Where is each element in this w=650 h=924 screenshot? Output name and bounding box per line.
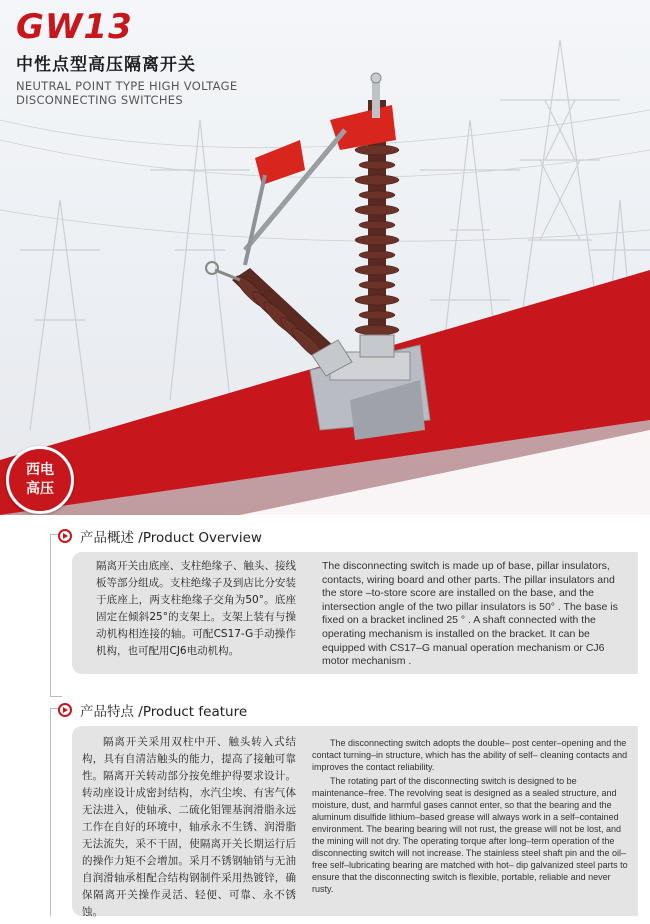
product-title-en-line1: NEUTRAL POINT TYPE HIGH VOLTAGE <box>16 79 238 93</box>
switch-arm <box>206 130 345 280</box>
section-heading-feature <box>58 700 247 720</box>
badge-line2: 高压 <box>26 481 54 497</box>
product-title-en-line2: DISCONNECTING SWITCHES <box>16 93 183 107</box>
feature-text-cn-p1: 隔离开关采用双柱中开、触头转入式结构，具有自清洁触头的能力，提高了接触可靠性。 <box>82 736 296 782</box>
title-block <box>16 8 237 107</box>
section-title: 产品概述 /Product Overview <box>80 530 262 546</box>
section-heading-overview <box>58 526 262 546</box>
slanted-insulator <box>232 268 352 376</box>
play-circle-icon <box>58 703 72 717</box>
divider-line <box>50 534 51 696</box>
badge-line1: 西电 <box>26 462 54 478</box>
overview-text-en: The disconnecting switch is made up of base, pillar insulators, contacts, wiring board and other parts. The pillar insulators and the store –to-store score are installed on the base, and the intersection angle of the two pillar insulators is 50° . The base is fixed on a bracket inclined 25 ° . A shaft connected with the operating mechanism is installed on the bracket. It can be equipped with CS17–G manual operation mechanism or CJ6 motor mechanism . <box>322 560 618 668</box>
brand-badge <box>6 446 74 514</box>
feature-text-en-p2: The rotating part of the disconnecting switch is designed to be maintenance–free. The revolving seat is designed as a sealed structure, and moisture, dust, and harmful gases cannot enter, so that the bearing and the aluminum disulfide lithium–based grease will always work in a self–contained environment. The bearing bearing will not rust, the grease will not be lost, and the mining will not dry. The operating torque after long–term operation of the disconnecting switch will not increase. The stainless steel shaft pin and the oil– free self–lubricating bearing are matched with hot– dip galvanized steel parts to ensure that the disconnecting switch is flexible, portable, reliable and never rusty. <box>312 776 628 894</box>
divider-line <box>50 708 51 916</box>
play-circle-icon <box>58 529 72 543</box>
model-number: GW13 <box>16 7 133 47</box>
product-title-cn: 中性点型高压隔离开关 <box>16 55 196 75</box>
feature-text-en-p1: The disconnecting switch adopts the double– post center–opening and the contact turning–in structure, which has the ability of self– cleaning contacts and improves the contact reliability. <box>312 738 628 772</box>
section-title: 产品特点 /Product feature <box>80 704 248 720</box>
feature-text-cn-p2: 隔离开关转动部分按免维护得要求设计。转动座设计成密封结构，水汽尘埃、有害气体无法进入，使轴承、二硫化钼锂基润滑脂永远工作在自好的环境中，轴承永不生锈、润滑脂无法流失，采不干固，使隔离开关长期运行后的操作力矩不会增加。采月不锈钢轴销与无油自润滑轴承相配合结构钢制件采用热镀锌，确保隔离开关操作灵活、轻便、可靠、永不锈蚀。 <box>82 770 296 918</box>
divider-line <box>50 696 62 697</box>
overview-text-cn: 隔离开关由底座、支柱绝缘子、触头、接线板等部分组成。支柱绝缘子及到店比分安装于底座上，两支柱绝缘子交角为50°。底座固定在倾斜25°的支架上。支架上装有与操动机构相连接的轴。可配CS17-G手动操作机构，也可配用CJ6电动机构。 <box>96 560 296 657</box>
